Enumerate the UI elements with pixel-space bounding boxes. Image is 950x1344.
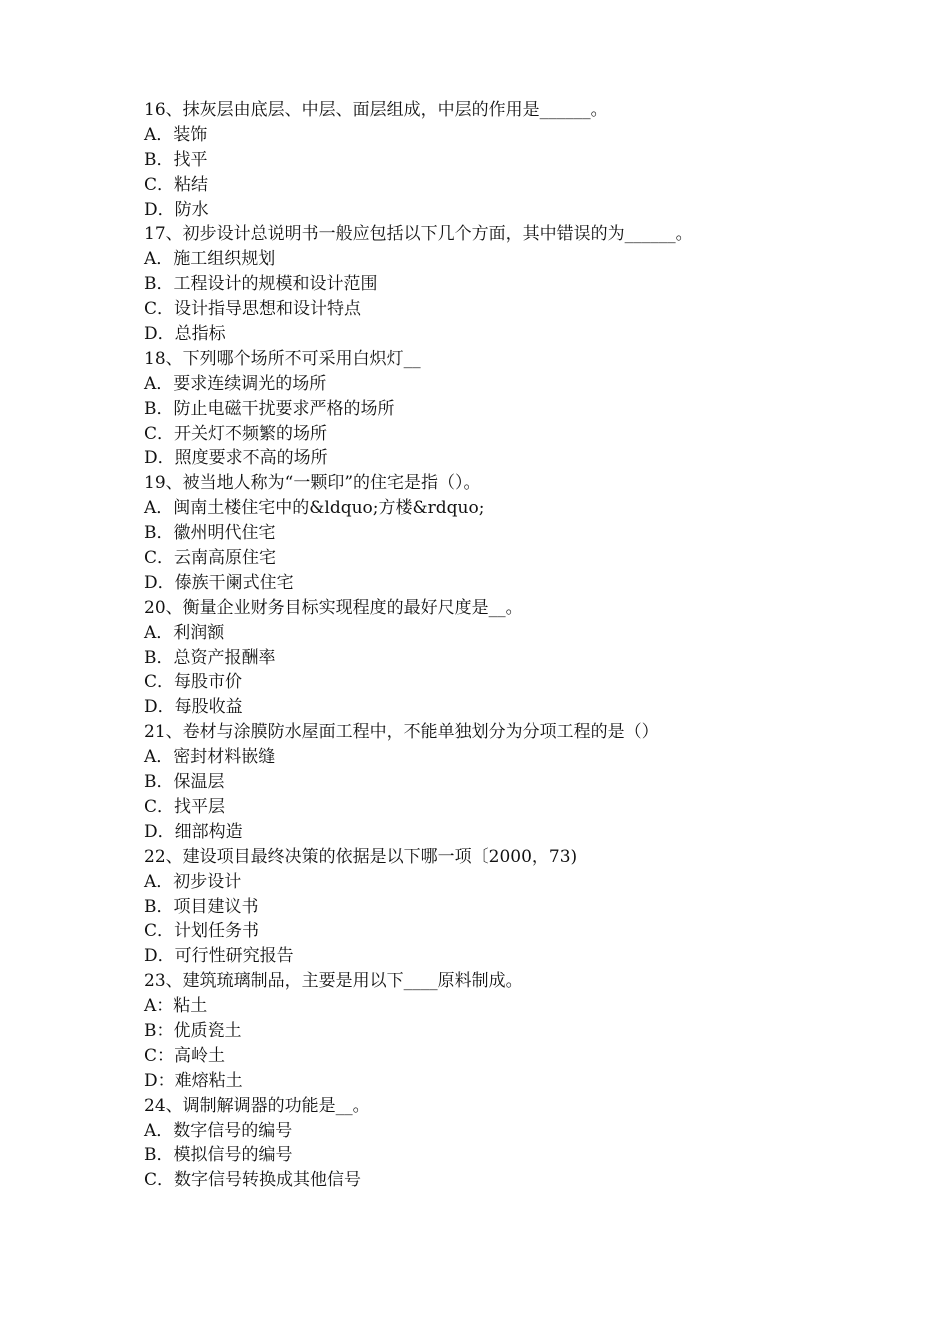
- option-d: D．防水: [144, 199, 209, 220]
- question-17: [144, 222, 824, 346]
- option-a: A．闽南土楼住宅中的&ldquo;方楼&rdquo;: [144, 498, 485, 519]
- question-text: 21、卷材与涂膜防水屋面工程中，不能单独划分为分项工程的是（）: [144, 722, 659, 743]
- option-d: D．每股收益: [144, 697, 243, 718]
- option-a: A．数字信号的编号: [144, 1120, 293, 1141]
- question-text: 20、衡量企业财务目标实现程度的最好尺度是__。: [144, 597, 523, 618]
- option-c: C．云南高原住宅: [144, 548, 277, 569]
- question-16: [144, 98, 824, 222]
- option-b: B．防止电磁干扰要求严格的场所: [144, 398, 395, 419]
- option-a: A．初步设计: [144, 871, 242, 892]
- option-c: C．粘结: [144, 174, 209, 195]
- option-a: A．利润额: [144, 622, 225, 643]
- question-19: [144, 471, 824, 595]
- option-c: C．设计指导思想和设计特点: [144, 299, 362, 320]
- option-d: D．傣族干阑式住宅: [144, 572, 294, 593]
- question-text: 17、初步设计总说明书一般应包括以下几个方面，其中错误的为______。: [144, 224, 693, 245]
- option-d: D．细部构造: [144, 821, 243, 842]
- question-text: 24、调制解调器的功能是__。: [144, 1095, 370, 1116]
- option-c: C．开关灯不频繁的场所: [144, 423, 328, 444]
- question-text: 18、下列哪个场所不可采用白炽灯__: [144, 348, 421, 369]
- option-b: B．保温层: [144, 772, 225, 793]
- question-21: [144, 720, 824, 844]
- option-b: B．模拟信号的编号: [144, 1145, 293, 1166]
- question-23: [144, 969, 824, 1093]
- question-20: [144, 596, 824, 720]
- option-c: C．找平层: [144, 796, 226, 817]
- question-text: 22、建设项目最终决策的依据是以下哪一项〔2000，73): [144, 846, 578, 867]
- option-a: A．密封材料嵌缝: [144, 747, 276, 768]
- option-b: B．项目建议书: [144, 896, 259, 917]
- option-b: B．总资产报酬率: [144, 647, 276, 668]
- option-b: B．工程设计的规模和设计范围: [144, 274, 378, 295]
- question-text: 16、抹灰层由底层、中层、面层组成，中层的作用是______。: [144, 100, 608, 120]
- question-text: 23、建筑琉璃制品，主要是用以下____原料制成。: [144, 971, 523, 992]
- option-b: B．徽州明代住宅: [144, 523, 276, 544]
- option-b: B：优质瓷土: [144, 1020, 242, 1041]
- question-18: [144, 347, 824, 471]
- option-c: C．计划任务书: [144, 921, 260, 942]
- option-d: D：难熔粘土: [144, 1070, 243, 1091]
- option-a: A．施工组织规划: [144, 249, 276, 270]
- question-text: 19、被当地人称为“一颗印”的住宅是指（）。: [144, 473, 481, 494]
- question-24: [144, 1094, 824, 1194]
- question-22: [144, 845, 824, 969]
- option-a: A：粘土: [144, 996, 208, 1017]
- option-d: D．照度要求不高的场所: [144, 448, 328, 469]
- option-d: D．可行性研究报告: [144, 946, 294, 967]
- option-c: C：高岭土: [144, 1045, 226, 1066]
- option-c: C．每股市价: [144, 672, 243, 693]
- option-a: A．要求连续调光的场所: [144, 373, 327, 394]
- option-b: B．找平: [144, 149, 208, 170]
- option-a: A．装饰: [144, 124, 208, 145]
- option-c: C．数字信号转换成其他信号: [144, 1170, 362, 1191]
- option-d: D．总指标: [144, 324, 226, 345]
- document-page: [144, 98, 824, 1193]
